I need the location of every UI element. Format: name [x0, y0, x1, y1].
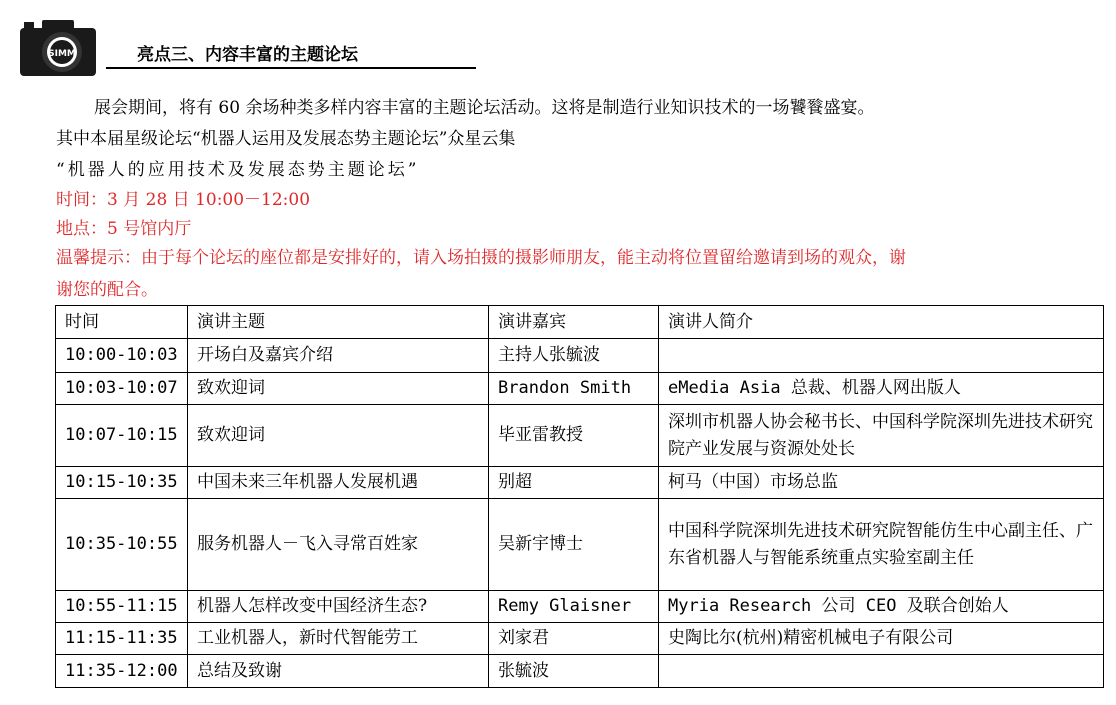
forum-place: 地点：5 号馆内厅 [56, 219, 192, 239]
star-forum-line: 其中本届星级论坛“机器人运用及发展态势主题论坛”众星云集 [56, 129, 516, 149]
table-row [56, 623, 1104, 655]
cell-time: 10:07-10:15 [56, 405, 188, 467]
cell-bio: 深圳市机器人协会秘书长、中国科学院深圳先进技术研究院产业发展与资源处处长 [659, 405, 1104, 467]
forum-title: “机器人的应用技术及发展态势主题论坛” [56, 160, 420, 180]
cell-time: 11:35-12:00 [56, 655, 188, 688]
tip-line-2: 谢您的配合。 [56, 280, 158, 300]
table-row [56, 405, 1104, 467]
forum-time: 时间：3 月 28 日 10:00－12:00 [56, 190, 311, 210]
heading-underline [106, 67, 476, 69]
cell-speaker: 别超 [489, 467, 659, 499]
cell-bio: 中国科学院深圳先进技术研究院智能仿生中心副主任、广东省机器人与智能系统重点实验室副主任 [659, 499, 1104, 591]
cell-topic: 致欢迎词 [188, 405, 489, 467]
table-row [56, 591, 1104, 623]
tip-line-1: 温馨提示：由于每个论坛的座位都是安排好的，请入场拍摄的摄影师朋友，能主动将位置留给邀请到场的观众，谢 [56, 248, 906, 268]
cell-bio: Myria Research 公司 CEO 及联合创始人 [659, 591, 1104, 623]
cell-topic: 中国未来三年机器人发展机遇 [188, 467, 489, 499]
cell-bio [659, 655, 1104, 688]
table-row [56, 499, 1104, 591]
cell-speaker: Brandon Smith [489, 373, 659, 405]
table-row [56, 339, 1104, 373]
camera-logo-icon [18, 16, 98, 78]
cell-bio [659, 339, 1104, 373]
cell-speaker: 主持人张毓波 [489, 339, 659, 373]
schedule-table [55, 305, 1104, 688]
table-row [56, 373, 1104, 405]
table-row [56, 467, 1104, 499]
logo-text: SIMM [48, 49, 76, 59]
cell-time: 10:55-11:15 [56, 591, 188, 623]
cell-topic: 总结及致谢 [188, 655, 489, 688]
header-time: 时间 [56, 306, 188, 339]
cell-bio: eMedia Asia 总裁、机器人网出版人 [659, 373, 1104, 405]
cell-time: 10:00-10:03 [56, 339, 188, 373]
table-header-row [56, 306, 1104, 339]
header-topic: 演讲主题 [188, 306, 489, 339]
cell-time: 10:15-10:35 [56, 467, 188, 499]
cell-speaker: 刘家君 [489, 623, 659, 655]
cell-bio: 柯马（中国）市场总监 [659, 467, 1104, 499]
cell-time: 10:35-10:55 [56, 499, 188, 591]
cell-topic: 服务机器人－飞入寻常百姓家 [188, 499, 489, 591]
cell-bio: 史陶比尔(杭州)精密机械电子有限公司 [659, 623, 1104, 655]
intro-paragraph: 展会期间，将有 60 余场种类多样内容丰富的主题论坛活动。这将是制造行业知识技术的一场饕餮盛宴。 [94, 98, 875, 118]
cell-time: 11:15-11:35 [56, 623, 188, 655]
cell-topic: 机器人怎样改变中国经济生态? [188, 591, 489, 623]
cell-speaker: Remy Glaisner [489, 591, 659, 623]
cell-speaker: 张毓波 [489, 655, 659, 688]
header-bio: 演讲人简介 [659, 306, 1104, 339]
cell-speaker: 毕亚雷教授 [489, 405, 659, 467]
section-heading: 亮点三、内容丰富的主题论坛 [137, 45, 358, 65]
cell-time: 10:03-10:07 [56, 373, 188, 405]
cell-topic: 工业机器人，新时代智能劳工 [188, 623, 489, 655]
header-speaker: 演讲嘉宾 [489, 306, 659, 339]
table-row [56, 655, 1104, 688]
cell-topic: 开场白及嘉宾介绍 [188, 339, 489, 373]
cell-speaker: 吴新宇博士 [489, 499, 659, 591]
cell-topic: 致欢迎词 [188, 373, 489, 405]
